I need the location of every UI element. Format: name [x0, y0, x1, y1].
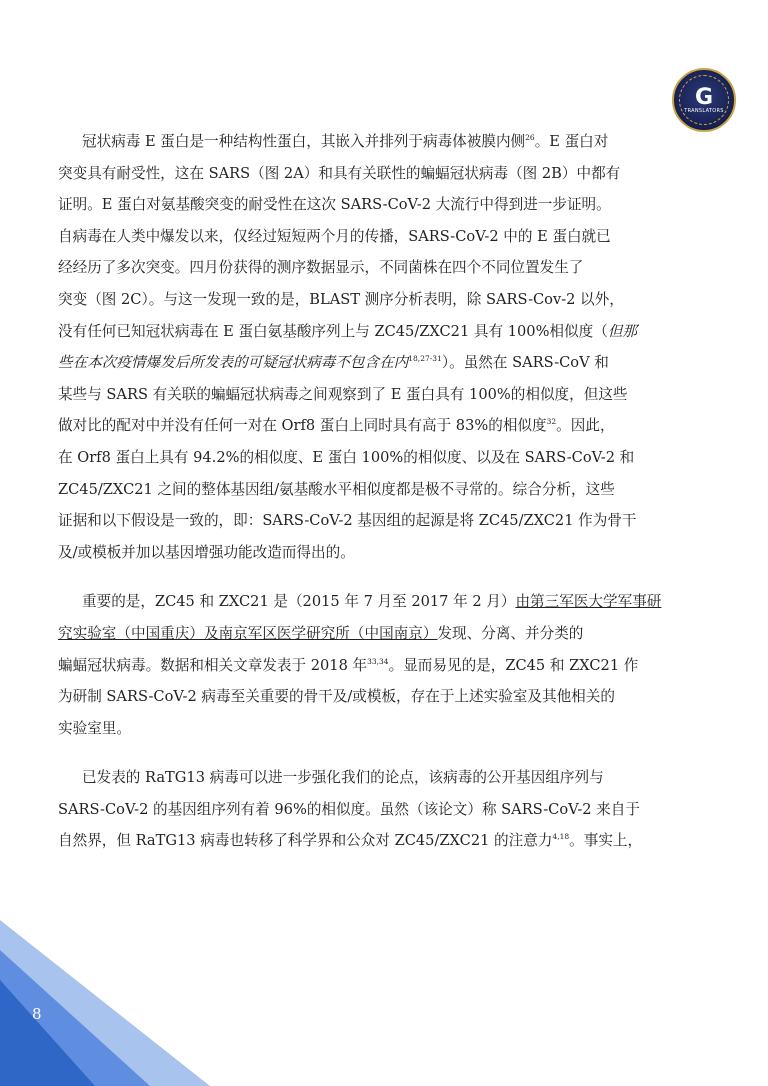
text-line: 蝙蝠冠状病毒。数据和相关文章发表于 2018 年$^{33,34}$。显而易见的是，ZC45 和 ZXC21 作	[58, 656, 639, 674]
paragraph-zc45-origin	[58, 586, 718, 744]
text-line: 突变具有耐受性，这在 SARS（图 2A）和具有关联性的蝙蝠冠状病毒（图 2B）中都有	[58, 164, 621, 182]
underlined-text: 由第三军医大学军事研	[515, 593, 662, 611]
paragraph-ratg13	[58, 762, 718, 857]
page-number: 8	[32, 1005, 42, 1023]
underlined-text: 究实验室（中国重庆）及南京军区医学研究所（中国南京）	[58, 624, 438, 642]
text-line: 重要的是，ZC45 和 ZXC21 是（2015 年 7 月至 2017 年 2 月）由第三军医大学军事研	[82, 593, 662, 611]
text-line: 证据和以下假设是一致的，即：SARS-CoV-2 基因组的起源是将 ZC45/ZXC21 作为骨干	[58, 512, 637, 530]
citation: 4,18	[552, 832, 570, 842]
text-line: 经经历了多次突变。四月份获得的测序数据显示，不同菌株在四个不同位置发生了	[58, 259, 584, 277]
text-line: 做对比的配对中并没有任何一对在 Orf8 蛋白上同时具有高于 83%的相似度$^{32}$。因此，	[58, 417, 615, 435]
citation: 32	[546, 417, 557, 427]
text-line: ZC45/ZXC21 之间的整体基因组/氨基酸水平相似度都是极不寻常的。综合分析，这些	[58, 480, 615, 498]
text-line: 些在本次疫情爆发后所发表的可疑冠状病毒不包含在内$^{18,27-31}$）。虽然在 SARS-CoV 和	[58, 354, 609, 372]
paragraph-e-protein	[58, 126, 718, 568]
text-line: 为研制 SARS-CoV-2 病毒至关重要的骨干及/或模板，存在于上述实验室及其他相关的	[58, 688, 615, 706]
text-line: 冠状病毒 E 蛋白是一种结构性蛋白，其嵌入并排列于病毒体被膜内侧$^{26}$。E 蛋白对	[82, 133, 609, 150]
text-line: 实验室里。	[58, 719, 131, 737]
citation: 18,27-31	[408, 354, 442, 364]
text-line: 已发表的 RaTG13 病毒可以进一步强化我们的论点，该病毒的公开基因组序列与	[82, 769, 604, 787]
text-line: 自病毒在人类中爆发以来，仅经过短短两个月的传播，SARS-CoV-2 中的 E 蛋白就已	[58, 227, 611, 245]
citation: 33,34	[367, 656, 389, 666]
text-line: 某些与 SARS 有关联的蝙蝠冠状病毒之间观察到了 E 蛋白具有 100%的相似度，但这些	[58, 385, 628, 403]
text-line: 自然界，但 RaTG13 病毒也转移了科学界和公众对 ZC45/ZXC21 的注意力$^{4,18}$。事实上，	[58, 832, 643, 850]
text-line: 究实验室（中国重庆）及南京军区医学研究所（中国南京）发现、分离、并分类的	[58, 624, 584, 642]
corner-decoration	[0, 920, 230, 1086]
logo-text: TRANSLATORS	[684, 108, 724, 114]
translators-logo	[672, 68, 736, 132]
citation: 26	[525, 133, 535, 142]
text-line: 在 Orf8 蛋白上具有 94.2%的相似度、E 蛋白 100%的相似度、以及在 SARS-CoV-2 和	[58, 448, 635, 466]
text-line: SARS-CoV-2 的基因组序列有着 96%的相似度。虽然（该论文）称 SARS-CoV-2 来自于	[58, 800, 640, 818]
logo-letter: G	[694, 85, 714, 110]
text-line: 证明。E 蛋白对氨基酸突变的耐受性在这次 SARS-CoV-2 大流行中得到进一步证明。	[58, 196, 611, 214]
text-line: 及/或模板并加以基因增强功能改造而得出的。	[58, 543, 355, 561]
text-line: 没有任何已知冠状病毒在 E 蛋白氨基酸序列上与 ZC45/ZXC21 具有 100%相似度（但那	[58, 322, 638, 340]
text-line: 突变（图 2C）。与这一发现一致的是，BLAST 测序分析表明，除 SARS-Cov-2 以外，	[58, 290, 624, 308]
body-text	[58, 126, 718, 857]
